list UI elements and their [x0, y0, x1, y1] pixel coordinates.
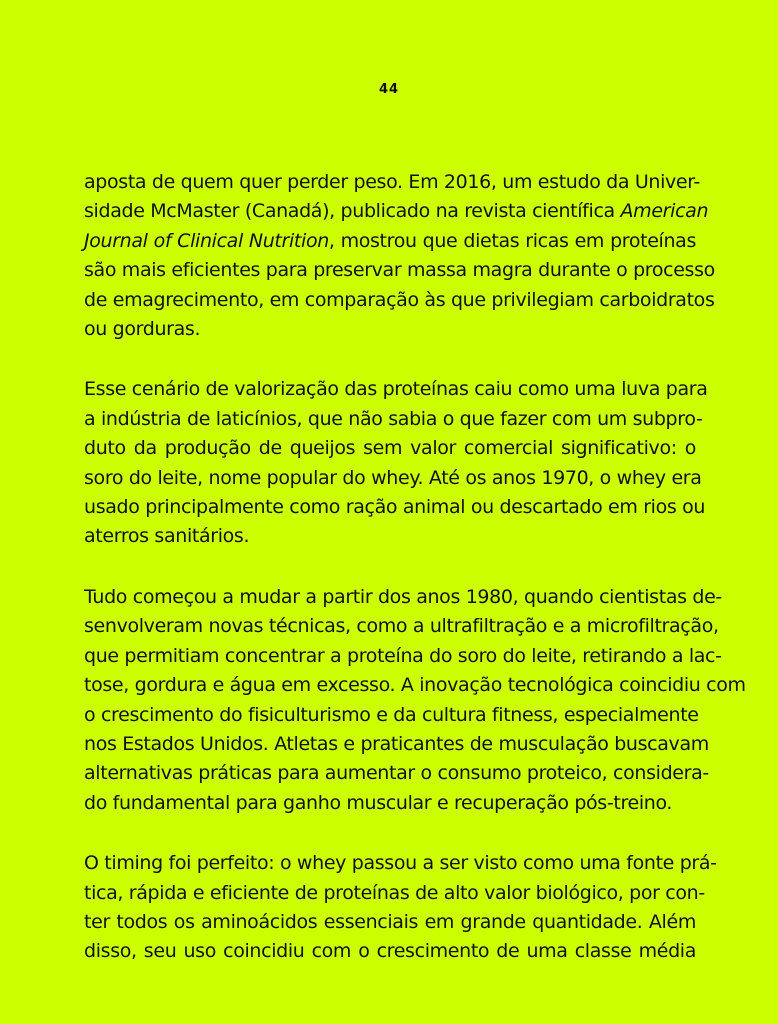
text-line: [84, 227, 696, 256]
text-line: senvolveram novas técnicas, como a ultrafiltração e a microfiltração,: [84, 615, 719, 638]
text-line: soro do leite, nome popular do whey. Até os anos 1970, o whey era: [84, 466, 702, 489]
italic-title-start: American: [620, 200, 709, 223]
text-line: a indústria de laticínios, que não sabia o que fazer com um subpro-: [84, 407, 703, 430]
text-line: de emagrecimento, em comparação às que privilegiam carboidratos: [84, 288, 715, 311]
text-line: duto da produção de queijos sem valor comercial significativo: o: [84, 437, 696, 460]
text-line: que permitiam concentrar a proteína do soro do leite, retirando a lac-: [84, 644, 722, 667]
body-text: [84, 168, 746, 998]
text-line: usado principalmente como ração animal ou descartado em rios ou: [84, 496, 706, 519]
text-line: ou gorduras.: [84, 318, 201, 341]
italic-title-end: Journal of Clinical Nutrition: [84, 229, 329, 252]
text-line: do fundamental para ganho muscular e recuperação pós-treino.: [84, 791, 673, 814]
page-number: 44: [378, 82, 400, 97]
text-line: [84, 197, 709, 226]
text-line: tica, rápida e eficiente de proteínas de alto valor biológico, por con-: [84, 881, 705, 904]
text-segment: , mostrou que dietas ricas em proteínas: [328, 229, 696, 252]
paragraph-3: [84, 583, 746, 818]
text-line: tose, gordura e água em excesso. A inovação tecnológica coincidiu com: [84, 674, 746, 697]
text-line: alternativas práticas para aumentar o consumo proteico, considera-: [84, 762, 709, 785]
paragraph-4: [84, 849, 717, 967]
paragraph-1: [84, 168, 715, 344]
text-line: Esse cenário de valorização das proteínas caiu como uma luva para: [84, 378, 708, 401]
text-line: o crescimento do fisiculturismo e da cultura fitness, especialmente: [84, 703, 699, 726]
text-line: nos Estados Unidos. Atletas e praticantes de musculação buscavam: [84, 732, 709, 755]
text-segment: sidade McMaster (Canadá), publicado na revista científica: [84, 200, 621, 223]
text-line: Tudo começou a mudar a partir dos anos 1980, quando cientistas de-: [84, 585, 722, 608]
text-line: são mais eficientes para preservar massa magra durante o processo: [84, 259, 715, 282]
text-line: aterros sanitários.: [84, 525, 250, 548]
text-line: O timing foi perfeito: o whey passou a ser visto como uma fonte prá-: [84, 852, 717, 875]
text-line: ter todos os aminoácidos essenciais em grande quantidade. Além: [84, 910, 696, 933]
text-line: aposta de quem quer perder peso. Em 2016, um estudo da Univer-: [84, 171, 701, 193]
paragraph-2: [84, 375, 708, 551]
text-line: disso, seu uso coincidiu com o crescimento de uma classe média: [84, 940, 696, 963]
